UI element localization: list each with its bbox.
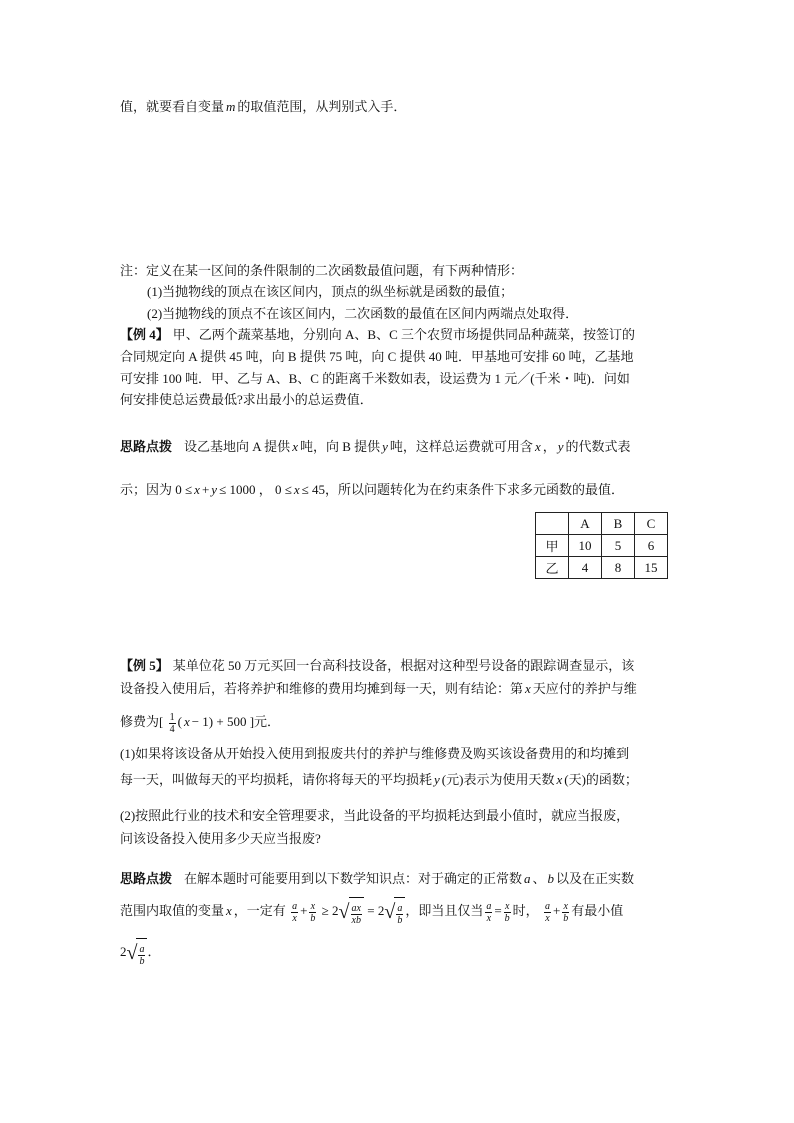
example4-line2: 合同规定向 A 提供 45 吨，向 B 提供 75 吨，向 C 提供 40 吨．甲基地可安排 60 吨，乙基地 (120, 349, 634, 364)
table-row-name: 甲 (536, 535, 569, 557)
example5-text-3c: − 1) + 500 ]元． (191, 714, 281, 729)
table-cell: 8 (602, 557, 635, 579)
op-plus: + (201, 482, 210, 497)
op-le: ≤ (284, 482, 292, 497)
var-b: b (310, 912, 316, 924)
example5-line1 (120, 658, 634, 674)
var-b: b (547, 871, 555, 886)
var-x: x (534, 439, 541, 454)
hint5-line1 (120, 871, 634, 887)
var-a: a (486, 900, 492, 912)
op-eq: = (494, 903, 502, 918)
var-x: x (292, 912, 297, 924)
fraction-denominator: 4 (169, 723, 175, 735)
var-x: x (504, 900, 510, 912)
var-x: x (486, 912, 492, 924)
var-y: y (434, 772, 440, 787)
comma: ， (542, 439, 556, 454)
hint4-label: 思路点拨 (120, 439, 173, 454)
hint5-text-e: ，一定有 (233, 903, 286, 918)
table-header-cell: C (635, 513, 668, 535)
radical-sign-icon: √ (126, 942, 138, 965)
example4-line4: 何安排使总运费最低?求出最小的总运费值． (120, 392, 373, 407)
example5-line4: (1)如果将该设备从开始投入使用到报废共付的养护与维修费及购买该设备费用的和均摊到 (120, 746, 630, 761)
table-row (536, 557, 668, 579)
var-x: x (310, 900, 316, 912)
var-y: y (382, 439, 388, 454)
number-two: 2 (332, 903, 339, 918)
note-item-1: (1)当抛物线的顶点在该区间内，顶点的纵坐标就是函数的最值； (147, 284, 514, 299)
example5-line3 (120, 710, 280, 735)
hint5-text-h: 有最小值 (571, 903, 624, 918)
example5-line6: (2)按照此行业的技术和安全管理要求，当此设备的平均损耗达到最小值时，就应当报废， (120, 808, 630, 823)
var-y: y (557, 439, 564, 454)
hint4-text-f: ，所以问题转化为在约束条件下求多元函数的最值． (325, 482, 625, 497)
example5-line7: 问该设备投入使用多少天应当报废? (120, 831, 321, 846)
intro-text-2: 的取值范围，从判别式入手． (237, 99, 407, 114)
sqrt-a-over-b (127, 938, 148, 968)
op-le: ≤ (185, 482, 193, 497)
fraction-a-over-b (396, 903, 403, 926)
hint5-line2 (120, 897, 623, 927)
example5-text-5c: (天)的函数； (564, 772, 638, 787)
var-x: x (292, 439, 298, 454)
term-ax: ax (351, 902, 361, 914)
var-a: a (544, 900, 550, 912)
var-x: x (545, 912, 550, 924)
fraction-ax-over-xb (351, 903, 362, 926)
term-xb: xb (351, 914, 361, 926)
op-le: ≤ (219, 482, 227, 497)
example5-text-2a: 设备投入使用后，若将养护和维修的费用均摊到每一天，则有结论：第 (120, 681, 524, 696)
fraction-x-over-b (309, 901, 316, 924)
var-x: x (226, 903, 232, 918)
hint4-text-e: 示；因为 (120, 482, 173, 497)
number-max-x: 45 (312, 482, 326, 497)
var-x: x (194, 482, 200, 497)
var-x: x (525, 681, 531, 696)
example5-text-3b: ( (177, 714, 182, 729)
table-row (536, 535, 668, 557)
example5-text-1: 某单位花 50 万元买回一台高科技设备，根据对这种型号设备的跟踪调查显示，该 (172, 658, 635, 673)
hint4-text-a: 设乙基地向 A 提供 (184, 439, 291, 454)
number-two: 2 (377, 903, 385, 918)
hint4-text-b: 吨，向 B 提供 (299, 439, 381, 454)
var-x: x (556, 772, 563, 787)
var-a: a (292, 900, 298, 912)
var-y: y (211, 482, 218, 497)
hint5-text-a: 在解本题时可能要用到以下数学知识点：对于确定的正常数 (184, 871, 523, 886)
number-max-total: 1000 (229, 482, 256, 497)
var-x: x (183, 714, 190, 729)
var-b: b (504, 912, 510, 924)
var-x: x (563, 900, 568, 912)
op-eq: = (367, 903, 375, 918)
fraction-x-over-b (562, 901, 569, 924)
var-b: b (139, 955, 145, 967)
var-b: b (563, 912, 569, 924)
hint5-text-b: 、 (532, 871, 546, 886)
hint5-line3 (120, 938, 161, 968)
table-cell: 4 (569, 557, 602, 579)
table-cell: 6 (635, 535, 668, 557)
hint4-text-d: 的代数式表 (565, 439, 631, 454)
sqrt-ax-over-xb (339, 897, 364, 927)
fraction-numerator: 1 (169, 711, 175, 723)
distance-table (535, 512, 668, 579)
hint5-text-f: ，即当且仅当 (405, 903, 484, 918)
example4-line1 (120, 327, 635, 343)
fraction-a-over-x (485, 901, 492, 924)
hint5-text-c: 以及在正实数 (556, 871, 635, 886)
fraction-a-over-b (138, 944, 145, 967)
table-cell: 15 (635, 557, 668, 579)
var-a: a (524, 871, 531, 886)
number-two: 2 (120, 944, 127, 959)
var-b: b (397, 914, 403, 926)
example4-line3: 可安排 100 吨．甲、乙与 A、B、C 的距离千米数如表，设运费为 1 元／(千米・吨)．问如 (120, 371, 630, 386)
op-plus: + (300, 903, 308, 918)
table-row-name: 乙 (536, 557, 569, 579)
sqrt-a-over-b (384, 897, 405, 927)
hint4-line2 (120, 482, 624, 498)
number-zero: 0 (274, 482, 282, 497)
hint5-text-d: 范围内取值的变量 (120, 903, 225, 918)
table-header-cell: A (569, 513, 602, 535)
var-a: a (139, 943, 145, 955)
example5-text-3a: 修费为[ (120, 714, 164, 729)
example4-label: 【例 4】 (120, 327, 169, 342)
hint5-end: ． (147, 944, 161, 959)
op-ge: ≥ (321, 903, 329, 918)
example5-label: 【例 5】 (120, 658, 169, 673)
op-plus: + (552, 903, 561, 918)
example5-line5 (120, 772, 638, 788)
table-header-cell: B (602, 513, 635, 535)
fraction-a-over-x (544, 901, 551, 924)
comma: ， (258, 482, 272, 497)
fraction-x-over-b (504, 901, 511, 924)
example5-text-5a: 每一天，叫做每天的平均损耗，请你将每天的平均损耗 (120, 772, 433, 787)
table-cell: 10 (569, 535, 602, 557)
table-header-row (536, 513, 668, 535)
example4-text-1: 甲、乙两个蔬菜基地，分别向 A、B、C 三个农贸市场提供同品种蔬菜，按签订的 (172, 327, 635, 342)
var-a: a (397, 902, 403, 914)
intro-text-1: 值，就要看自变量 (120, 99, 225, 114)
example5-line2 (120, 681, 637, 697)
example5-text-5b: (元)表示为使用天数 (441, 772, 555, 787)
number-zero: 0 (175, 482, 182, 497)
radical-sign-icon: √ (384, 901, 396, 924)
hint4-text-c: 吨，这样总运费就可用含 (389, 439, 533, 454)
note-item-2: (2)当抛物线的顶点不在该区间内，二次函数的最值在区间内两端点处取得． (147, 306, 579, 321)
intro-line (120, 99, 406, 115)
hint5-label: 思路点拨 (120, 871, 173, 886)
fraction-a-over-x (291, 901, 298, 924)
var-x: x (293, 482, 300, 497)
table-header-cell (536, 513, 569, 535)
radical-sign-icon: √ (338, 901, 350, 924)
var-m: m (226, 99, 236, 114)
note-title: 注：定义在某一区间的条件限制的二次函数最值问题，有下两种情形： (120, 263, 524, 278)
fraction-one-quarter (169, 712, 176, 735)
hint4-line1 (120, 439, 631, 455)
op-le: ≤ (301, 482, 309, 497)
table-cell: 5 (602, 535, 635, 557)
example5-text-2b: 天应付的养护与维 (532, 681, 637, 696)
hint5-text-g: 时， (512, 903, 539, 918)
